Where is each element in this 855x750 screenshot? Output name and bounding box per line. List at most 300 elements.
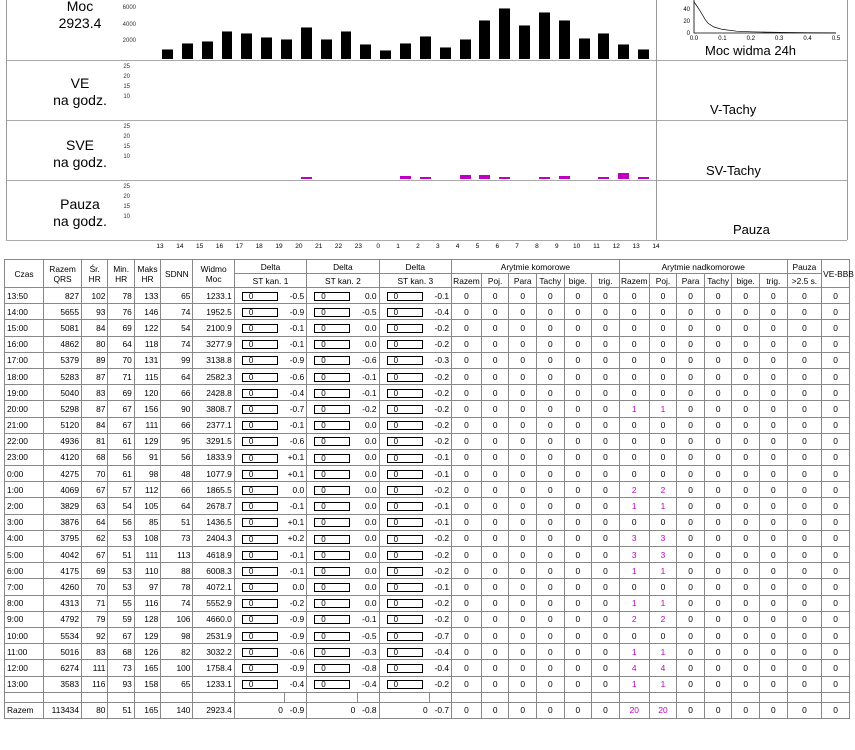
table-cell: 6008.3 [193,563,234,579]
table-cell: 0 [787,627,821,643]
table-cell [379,547,430,563]
hour-tick: 17 [235,243,243,250]
table-cell: 0.0 [357,417,379,433]
table-cell: 0 [619,385,649,401]
table-cell: 102 [82,288,108,304]
table-cell: 80 [82,702,108,718]
table-cell [108,692,134,702]
table-cell: -0.2 [430,336,452,352]
table-cell: 0 [704,563,732,579]
table-cell: -0.2 [430,417,452,433]
table-cell [307,320,358,336]
table-cell: 15:00 [5,320,44,336]
table-cell: 0 [509,433,537,449]
table-cell: 0 [787,702,821,718]
table-cell: -0.7 [430,702,452,718]
table-cell: 48 [161,466,193,482]
table-cell [451,692,481,702]
table-cell: 0 [564,368,592,384]
table-cell: 0 [537,288,565,304]
table-cell: 0 [704,498,732,514]
table-cell: 0 [592,660,620,676]
table-cell: 0 [732,417,760,433]
st-value-box: 0 [314,389,350,398]
st-value-box: 0 [387,292,423,301]
table-cell: 0 [619,336,649,352]
table-cell: 0 [677,563,705,579]
table-cell: 0 [760,336,788,352]
table-cell: 78 [108,288,134,304]
table-cell: 4862 [44,336,82,352]
table-cell: 165 [134,660,160,676]
table-cell: 0 [760,320,788,336]
table-cell [234,611,285,627]
table-cell: 0 [649,579,677,595]
table-cell: 76 [108,304,134,320]
table-cell: 0.0 [357,530,379,546]
st-value-box: 0 [242,405,278,414]
table-cell: 0 [509,644,537,660]
table-cell: 0 [732,498,760,514]
table-cell: 0 [564,611,592,627]
table-cell: 0 [677,449,705,465]
table-cell: 0 [481,563,509,579]
moc-value: 2923.4 [58,15,102,31]
table-cell: 1 [619,401,649,417]
sve-bar [479,175,490,179]
table-cell: -0.4 [430,660,452,676]
table-cell: 108 [134,530,160,546]
table-cell [307,644,358,660]
table-cell: 0 [732,433,760,449]
table-row [5,352,850,368]
table-cell: 1:00 [5,482,44,498]
sve-bar [559,176,570,179]
st-value-box: 0 [314,308,350,317]
table-cell: -0.2 [430,547,452,563]
table-cell: 0 [732,304,760,320]
table-cell: 3583 [44,676,82,692]
table-row [5,579,850,595]
y-tick: 20 [123,74,130,80]
st-value-box: 0 [242,292,278,301]
table-cell [357,692,379,702]
table-cell [234,579,285,595]
divider [6,0,7,240]
header-razem-qrs: Razem QRS [44,260,82,288]
table-cell: -0.4 [430,304,452,320]
table-cell: 0 [704,288,732,304]
table-cell: 827 [44,288,82,304]
table-cell: +0.2 [285,530,307,546]
table-cell: 4313 [44,595,82,611]
table-cell: 0 [509,336,537,352]
table-cell: 158 [134,676,160,692]
table-cell: 0 [619,417,649,433]
sve-bar [420,177,431,179]
table-row [5,304,850,320]
y-tick: 10 [123,214,130,220]
table-cell: 0 [592,449,620,465]
table-cell: 0 [732,611,760,627]
table-cell [234,449,285,465]
table-cell: 0 [481,547,509,563]
table-cell: 0.0 [357,288,379,304]
table-cell: 0 [509,304,537,320]
table-cell: 0 [451,466,481,482]
table-cell: 0 [564,433,592,449]
table-cell: 0 [822,449,850,465]
table-cell: 51 [161,514,193,530]
table-row [5,627,850,643]
table-cell: 74 [161,304,193,320]
table-cell: 69 [108,385,134,401]
table-cell: 0 [481,385,509,401]
table-cell: 0 [704,352,732,368]
table-cell: 56 [161,449,193,465]
header-min-hr: Min. HR [108,260,134,288]
st-value-box: 0 [387,373,423,382]
moc-bar [579,38,590,59]
hour-tick: 14 [652,243,660,250]
table-cell: 0 [787,417,821,433]
table-cell: -0.1 [285,547,307,563]
table-cell [537,692,565,702]
st-value-box: 0 [387,454,423,463]
table-cell: 68 [108,644,134,660]
header-sdnn: SDNN [161,260,193,288]
st-value-box: 0 [314,421,350,430]
table-cell: 0 [732,482,760,498]
st-value-box: 0 [387,308,423,317]
table-cell [307,692,358,702]
table-cell [379,692,430,702]
table-cell: 0 [451,417,481,433]
table-row [5,449,850,465]
st-value-box: 0 [387,535,423,544]
table-cell: 0 [760,368,788,384]
table-cell: 0.0 [285,579,307,595]
table-cell: 0 [787,498,821,514]
table-cell: 0 [481,482,509,498]
table-cell: 0 [787,288,821,304]
table-cell: 66 [161,482,193,498]
st-value-box: 0 [242,454,278,463]
moc-bar [519,25,530,59]
header-sub: Tachy [704,274,732,288]
ve-sublabel: na godz. [53,92,107,108]
st-value-box: 0 [314,340,350,349]
table-cell: 0 [537,320,565,336]
table-cell [379,368,430,384]
table-cell: 0 [732,547,760,563]
table-cell: 0 [509,547,537,563]
table-cell: 0 [509,482,537,498]
table-cell: 0 [537,449,565,465]
table-cell: 9:00 [5,611,44,627]
spectrum-chart [668,0,848,42]
table-cell [307,676,358,692]
table-cell: 3 [619,547,649,563]
table-cell: 0 [537,644,565,660]
moc-bar [261,37,272,59]
table-cell: 4:00 [5,530,44,546]
table-cell: 85 [134,514,160,530]
moc-bar [479,20,490,59]
table-cell: 0 [564,401,592,417]
table-cell [379,449,430,465]
table-cell: 98 [134,466,160,482]
table-cell: 73 [108,660,134,676]
table-cell: 3032.2 [193,644,234,660]
table-cell: 0 [481,595,509,611]
table-cell: -0.1 [430,449,452,465]
table-cell: 0 [481,660,509,676]
table-cell: 0 [677,530,705,546]
header-sr-hr: Śr. HR [82,260,108,288]
table-row [5,660,850,676]
table-cell [234,595,285,611]
table-cell: 0 [592,563,620,579]
table-cell: 2923.4 [193,702,234,718]
table-cell: -0.1 [285,417,307,433]
table-cell: Razem [5,702,44,718]
header-delta3: Delta [379,260,451,274]
y-tick: 25 [123,124,130,130]
table-cell: 64 [161,498,193,514]
ve-label: VE [70,75,90,91]
y-tick: 15 [123,84,130,90]
table-cell: 0 [677,466,705,482]
table-cell: 1952.5 [193,304,234,320]
table-cell: 51 [108,702,134,718]
table-cell: 0 [787,676,821,692]
table-cell [307,514,358,530]
table-cell [379,417,430,433]
hour-tick: 5 [475,243,480,250]
table-cell: 79 [82,611,108,627]
table-cell: 3829 [44,498,82,514]
table-cell: 0 [677,547,705,563]
header-sub: Tachy [537,274,565,288]
table-cell: 0 [451,547,481,563]
hour-tick: 20 [295,243,303,250]
table-cell: 54 [108,498,134,514]
table-cell: 0 [704,702,732,718]
table-cell: 0 [760,547,788,563]
table-cell: 0 [564,336,592,352]
table-cell: 0 [537,611,565,627]
table-cell: 0.0 [357,433,379,449]
table-cell: 0 [592,336,620,352]
table-cell: 0 [592,401,620,417]
table-cell: 0 [787,611,821,627]
table-cell: 113 [161,547,193,563]
table-cell: 5534 [44,627,82,643]
table-cell: 0 [732,385,760,401]
table-cell: 0 [649,627,677,643]
table-cell: 0 [592,514,620,530]
moc-bar [618,44,629,59]
st-value-box: 0 [387,632,423,641]
table-cell: 0 [822,304,850,320]
y-tick: 20 [123,194,130,200]
table-cell [592,692,620,702]
table-cell: 1 [619,644,649,660]
table-cell: 116 [82,676,108,692]
table-cell: -0.9 [285,611,307,627]
y-tick: 20 [123,134,130,140]
st-value-box: 0 [242,308,278,317]
table-cell: 73 [161,530,193,546]
table-cell: 0 [822,530,850,546]
st-value-box: 0 [242,356,278,365]
table-cell: 0 [787,579,821,595]
table-cell: 3:00 [5,514,44,530]
table-cell: 0 [760,514,788,530]
table-cell [430,692,452,702]
table-cell: 0 [732,466,760,482]
table-cell: 88 [161,563,193,579]
st-value-box: 0 [387,599,423,608]
table-cell: 0 [732,401,760,417]
table-cell: 0 [451,385,481,401]
table-cell: -0.5 [357,627,379,643]
table-cell: 0 [677,417,705,433]
table-cell: 0 [787,433,821,449]
y-tick: 2000 [122,38,136,44]
table-cell: 0 [760,466,788,482]
table-cell: 74 [161,595,193,611]
table-cell: 0 [649,320,677,336]
table-cell: 0 [760,449,788,465]
table-cell: 0 [564,595,592,611]
table-cell: 0 [822,466,850,482]
table-cell: 0 [564,514,592,530]
table-cell: 0 [732,660,760,676]
table-cell: 118 [134,336,160,352]
moc-bar [182,43,193,59]
header-sub: trig. [760,274,788,288]
table-cell: 0 [787,644,821,660]
st-value-box: 0 [242,502,278,511]
st-value-box: 0 [314,599,350,608]
table-cell: 0 [732,449,760,465]
table-cell: 74 [161,336,193,352]
spectrum-x-tick: 0.3 [775,36,784,42]
table-cell [307,547,358,563]
table-cell: 0 [760,530,788,546]
table-cell: 0 [677,498,705,514]
st-value-box: 0 [314,567,350,576]
table-cell: 0.0 [357,498,379,514]
table-cell: 84 [82,320,108,336]
moc-bar [281,39,292,59]
table-cell: 110 [134,563,160,579]
moc-bar [638,49,649,59]
table-cell: 0 [787,482,821,498]
table-cell: 6:00 [5,563,44,579]
sve-label: SVE [65,137,94,153]
table-cell [379,627,430,643]
table-cell: 0 [760,660,788,676]
table-cell [5,692,44,702]
table-cell: 0 [760,417,788,433]
table-cell: 0 [451,352,481,368]
sve-bar [618,173,629,179]
table-cell: 0 [787,320,821,336]
table-cell: 95 [161,433,193,449]
table-cell: 1077.9 [193,466,234,482]
table-cell: 0 [677,482,705,498]
table-cell: -0.1 [430,466,452,482]
table-cell: 0.0 [357,563,379,579]
st-value-box: 0 [387,664,423,673]
table-cell: 0 [592,498,620,514]
table-cell [307,401,358,417]
table-cell: 111 [134,547,160,563]
table-cell: 59 [108,611,134,627]
table-cell: 0 [481,676,509,692]
table-cell: 1436.5 [193,514,234,530]
table-cell [619,692,649,702]
table-cell: 0 [732,627,760,643]
hour-tick: 14 [176,243,184,250]
pauza-label: Pauza [60,196,100,212]
st-value-box: 0 [314,518,350,527]
table-cell: 0 [481,449,509,465]
spectrum-y-tick: 20 [683,19,690,25]
table-cell: -0.9 [285,352,307,368]
svtachy-label: SV-Tachy [706,163,761,178]
header-widmo: Widmo Moc [193,260,234,288]
table-cell: 0 [451,482,481,498]
table-cell: 0 [619,304,649,320]
table-cell [704,692,732,702]
table-cell [379,288,430,304]
table-cell: 0 [822,676,850,692]
table-cell: 5016 [44,644,82,660]
table-cell: 0 [451,702,481,718]
table-cell: 0 [592,644,620,660]
st-value-box: 0 [387,518,423,527]
table-cell: 0 [677,385,705,401]
table-cell: 0 [822,385,850,401]
table-cell [234,627,285,643]
header-delta3-sub: ST kan. 3 [379,274,451,288]
table-cell: 1 [619,498,649,514]
table-cell: 5283 [44,368,82,384]
table-cell: 0 [704,433,732,449]
table-cell: 0 [619,627,649,643]
table-cell: -0.2 [430,530,452,546]
moc-bar-chart [160,0,656,59]
table-cell: 5040 [44,385,82,401]
table-cell [307,433,358,449]
table-cell: -0.7 [285,401,307,417]
table-cell: 0 [677,336,705,352]
table-cell: 0 [537,563,565,579]
table-cell: 0 [787,547,821,563]
table-cell [234,336,285,352]
hour-tick: 0 [376,243,381,250]
table-cell: 0 [592,702,620,718]
vtachy-label: V-Tachy [710,102,757,117]
table-cell: 0 [760,385,788,401]
table-cell: 67 [108,401,134,417]
total-row [5,702,850,718]
table-cell: 0 [677,368,705,384]
